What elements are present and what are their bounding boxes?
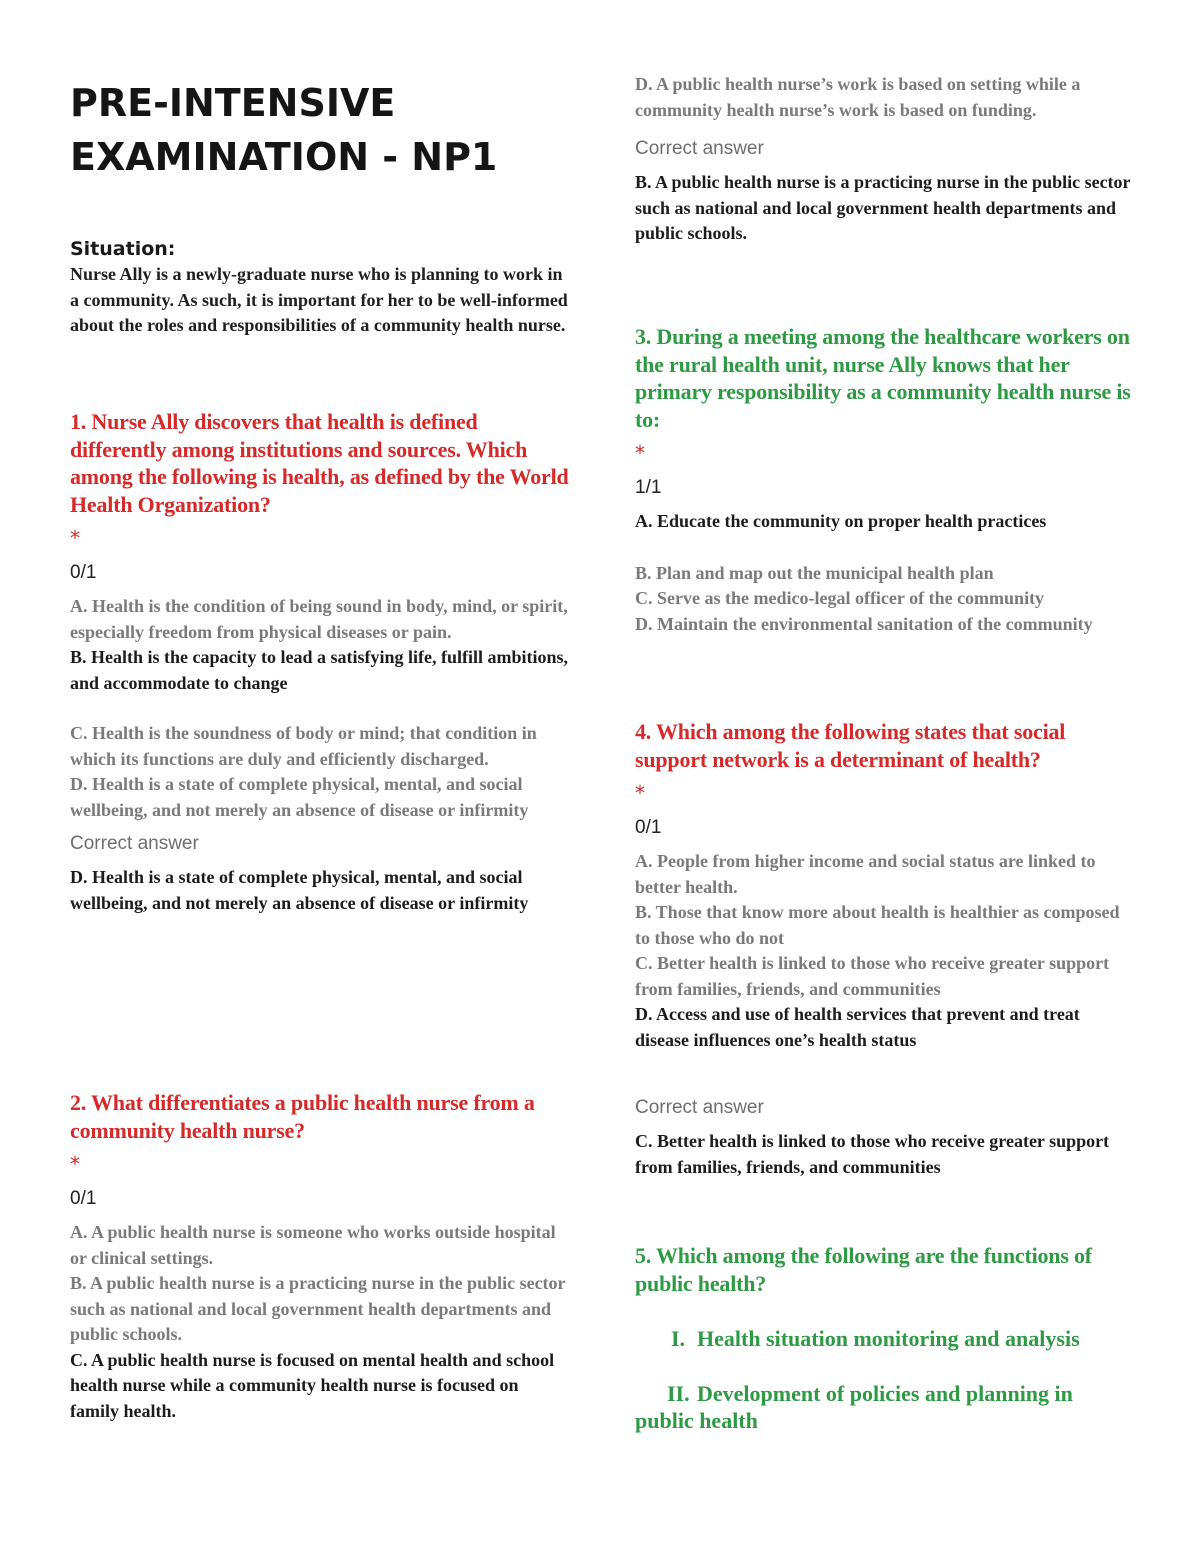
function-item-1: [635, 1325, 1135, 1353]
option-d[interactable]: D. Health is a state of complete physical, mental, and social wellbeing, and not merely an absence of disease or infirmity: [70, 774, 529, 820]
option-a[interactable]: A. People from higher income and social status are linked to better health.: [635, 851, 1096, 897]
option-b[interactable]: B. Plan and map out the municipal health plan: [635, 562, 994, 583]
option-c-selected[interactable]: C. A public health nurse is focused on mental health and school health nurse while a community health nurse is focused on family health.: [70, 1349, 555, 1421]
question-1-correct-answer: D. Health is a state of complete physical, mental, and social wellbeing, and not merely an absence of disease or infirmity: [70, 867, 529, 913]
question-2: [70, 1089, 570, 1424]
correct-answer-label: Correct answer: [635, 138, 764, 159]
option-b[interactable]: B. Those that know more about health is healthier as composed to those who do not: [635, 902, 1120, 948]
question-5: [635, 1242, 1135, 1435]
question-2-continued: [635, 72, 1135, 247]
function-item-2: [635, 1380, 1135, 1435]
question-1-options: [70, 594, 570, 823]
option-c[interactable]: C. Better health is linked to those who receive greater support from families, friends, and communities: [635, 953, 1110, 999]
function-item-1-text: Health situation monitoring and analysis: [697, 1326, 1080, 1351]
required-mark: *: [635, 781, 645, 805]
question-3-score: 1/1: [635, 477, 662, 498]
option-c[interactable]: C. Health is the soundness of body or mind; that condition in which its functions are duly and efficiently discharged.: [70, 723, 537, 769]
question-2-text: 2. What differentiates a public health nurse from a community health nurse?: [70, 1090, 535, 1143]
required-mark: *: [70, 526, 80, 550]
question-4: [635, 718, 1135, 1180]
option-d[interactable]: D. A public health nurse’s work is based on setting while a community health nurse’s work is based on funding.: [635, 74, 1081, 120]
question-2-score: 0/1: [70, 1188, 97, 1209]
function-item-2-text: Development of policies and planning in public health: [635, 1380, 1073, 1433]
option-d-selected[interactable]: D. Access and use of health services that prevent and treat disease influences one’s health status: [635, 1004, 1080, 1050]
correct-answer-label: Correct answer: [635, 1097, 764, 1118]
question-3-options: [635, 509, 1135, 637]
option-a[interactable]: A. A public health nurse is someone who works outside hospital or clinical settings.: [70, 1222, 556, 1268]
function-item-1-num: I.: [670, 1326, 685, 1351]
function-item-2-num: II.: [667, 1380, 690, 1406]
option-d[interactable]: D. Maintain the environmental sanitation of the community: [635, 613, 1093, 634]
question-4-score: 0/1: [635, 817, 662, 838]
question-4-text: 4. Which among the following states that social support network is a determinant of health?: [635, 719, 1066, 772]
question-1: [70, 408, 570, 916]
page-title: PRE-INTENSIVE EXAMINATION - NP1: [70, 81, 498, 179]
question-3-text: 3. During a meeting among the healthcare workers on the rural health unit, nurse Ally knows that her primary responsibility as a community health nurse is to:: [635, 324, 1131, 432]
question-2-options: [70, 1220, 570, 1424]
question-4-options: [635, 849, 1135, 1053]
option-a[interactable]: A. Health is the condition of being sound in body, mind, or spirit, especially freedom from physical diseases or pain.: [70, 596, 568, 642]
option-b[interactable]: B. A public health nurse is a practicing nurse in the public sector such as national and local government health departments and public schools.: [70, 1273, 566, 1344]
question-1-text: 1. Nurse Ally discovers that health is defined differently among institutions and sources. Which among the following is health, as defined by the World Health Organization?: [70, 409, 569, 517]
required-mark: *: [70, 1152, 80, 1176]
situation-text: Nurse Ally is a newly-graduate nurse who is planning to work in a community. As such, it is important for her to be well-informed about the roles and responsibilities of a community health nurse.: [70, 264, 568, 335]
option-a-selected[interactable]: A. Educate the community on proper health practices: [635, 511, 1047, 531]
question-1-score: 0/1: [70, 562, 97, 583]
situation-block: [70, 236, 570, 339]
question-4-correct-answer: C. Better health is linked to those who receive greater support from families, friends, and communities: [635, 1131, 1110, 1177]
required-mark: *: [635, 441, 645, 465]
question-2-correct-answer: B. A public health nurse is a practicing nurse in the public sector such as national and local government health departments and public schools.: [635, 172, 1131, 243]
correct-answer-label: Correct answer: [70, 833, 199, 854]
question-5-text: 5. Which among the following are the functions of public health?: [635, 1243, 1092, 1296]
situation-label: Situation:: [70, 238, 176, 260]
question-3: [635, 323, 1135, 637]
option-c[interactable]: C. Serve as the medico-legal officer of the community: [635, 588, 1045, 608]
option-b-selected[interactable]: B. Health is the capacity to lead a satisfying life, fulfill ambitions, and accommodate to change: [70, 647, 568, 693]
